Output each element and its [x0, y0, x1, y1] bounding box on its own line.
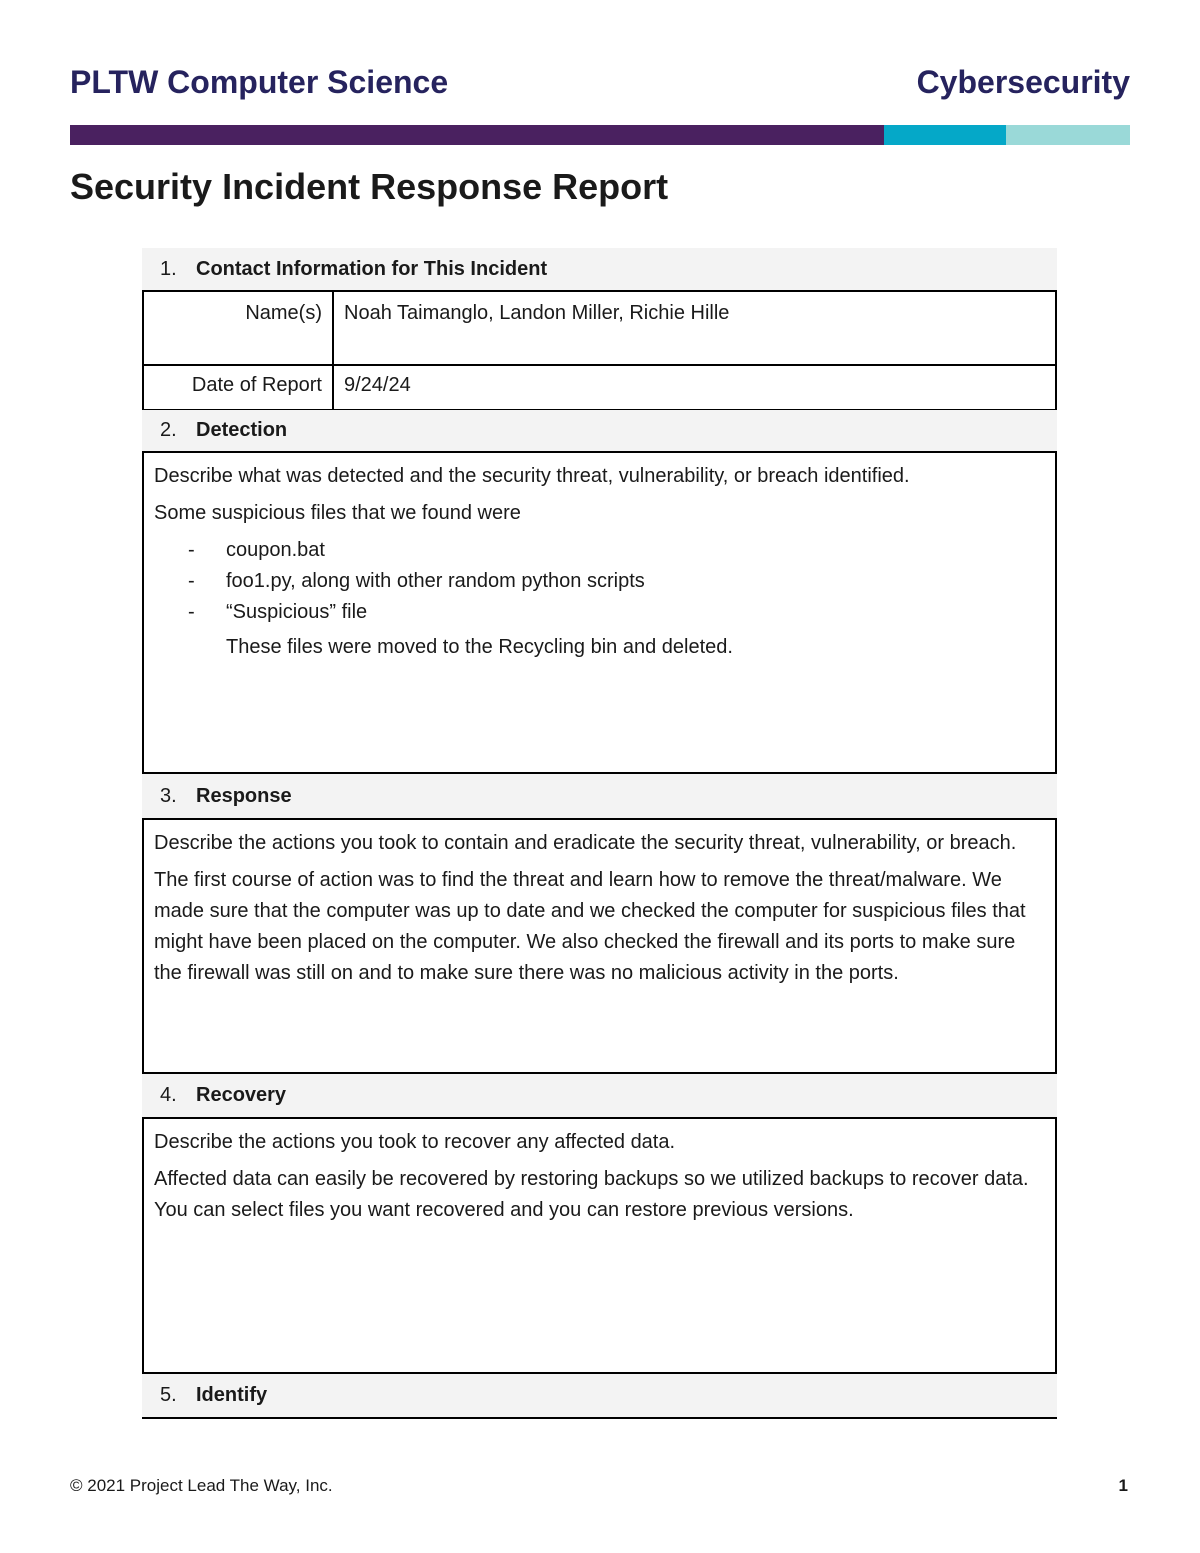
- divider: [142, 1417, 1057, 1419]
- detection-note: These files were moved to the Recycling bin and deleted.: [226, 636, 733, 658]
- list-item: [154, 566, 1045, 597]
- section-number: 3.: [160, 784, 177, 807]
- section-header-detection: [142, 410, 1057, 451]
- page-number: 1: [1118, 1476, 1128, 1495]
- list-dash: -: [188, 539, 195, 561]
- suspicious-file-list: [154, 535, 1045, 628]
- contact-table: [142, 290, 1057, 411]
- date-value[interactable]: 9/24/24: [333, 365, 1056, 410]
- footer-copyright: © 2021 Project Lead The Way, Inc.: [70, 1476, 333, 1495]
- section-label: Response: [196, 784, 292, 807]
- date-label: Date of Report: [143, 365, 333, 410]
- section-number: 5.: [160, 1384, 177, 1406]
- recovery-prompt: Describe the actions you took to recover any affected data.: [154, 1131, 676, 1153]
- color-bar-blue: [884, 125, 1006, 145]
- section-label: Identify: [196, 1384, 268, 1406]
- list-item-text: foo1.py, along with other random python scripts: [226, 570, 645, 592]
- recovery-box[interactable]: [142, 1117, 1057, 1374]
- section-label: Contact Information for This Incident: [196, 257, 548, 280]
- color-bar-teal: [1006, 125, 1130, 145]
- detection-prompt: Describe what was detected and the security threat, vulnerability, or breach identified.: [154, 465, 910, 487]
- list-item-text: coupon.bat: [226, 539, 325, 561]
- header-course-title: PLTW Computer Science: [70, 64, 449, 100]
- document-title: Security Incident Response Report: [70, 166, 669, 207]
- section-header-identify: [142, 1374, 1057, 1417]
- section-number: 4.: [160, 1084, 177, 1106]
- table-row: [143, 291, 1056, 365]
- list-item: [154, 535, 1045, 566]
- recovery-answer: Affected data can easily be recovered by restoring backups so we utilized backups to recover data. You can select files you want recovered and you can restore previous versions.: [154, 1168, 1029, 1221]
- section-header-response: [142, 774, 1057, 818]
- section-number: 2.: [160, 419, 177, 441]
- response-prompt: Describe the actions you took to contain and eradicate the security threat, vulnerability, or breach.: [154, 832, 1017, 854]
- section-number: 1.: [160, 257, 177, 280]
- header-color-bar: [70, 125, 1130, 145]
- section-header-contact: [142, 248, 1057, 290]
- list-item-text: “Suspicious” file: [226, 601, 368, 623]
- response-answer: The first course of action was to find the threat and learn how to remove the threat/malware. We made sure that the computer was up to date and we checked the computer for suspicious files that might have been placed on the computer. We also checked the firewall and its ports to make sure the firewall was still on and to make sure there was no malicious activity in the ports.: [154, 869, 1026, 984]
- names-label: Name(s): [143, 291, 333, 365]
- detection-intro: Some suspicious files that we found were: [154, 502, 521, 524]
- detection-box[interactable]: [142, 451, 1057, 774]
- color-bar-purple: [70, 125, 884, 145]
- section-label: Detection: [196, 419, 288, 441]
- section-header-recovery: [142, 1074, 1057, 1117]
- section-label: Recovery: [196, 1084, 287, 1106]
- names-value[interactable]: Noah Taimanglo, Landon Miller, Richie Hille: [333, 291, 1056, 365]
- response-box[interactable]: [142, 818, 1057, 1074]
- list-dash: -: [188, 570, 195, 592]
- list-dash: -: [188, 601, 195, 623]
- header-unit-title: Cybersecurity: [916, 64, 1130, 100]
- list-item: [154, 597, 1045, 628]
- table-row: [143, 365, 1056, 410]
